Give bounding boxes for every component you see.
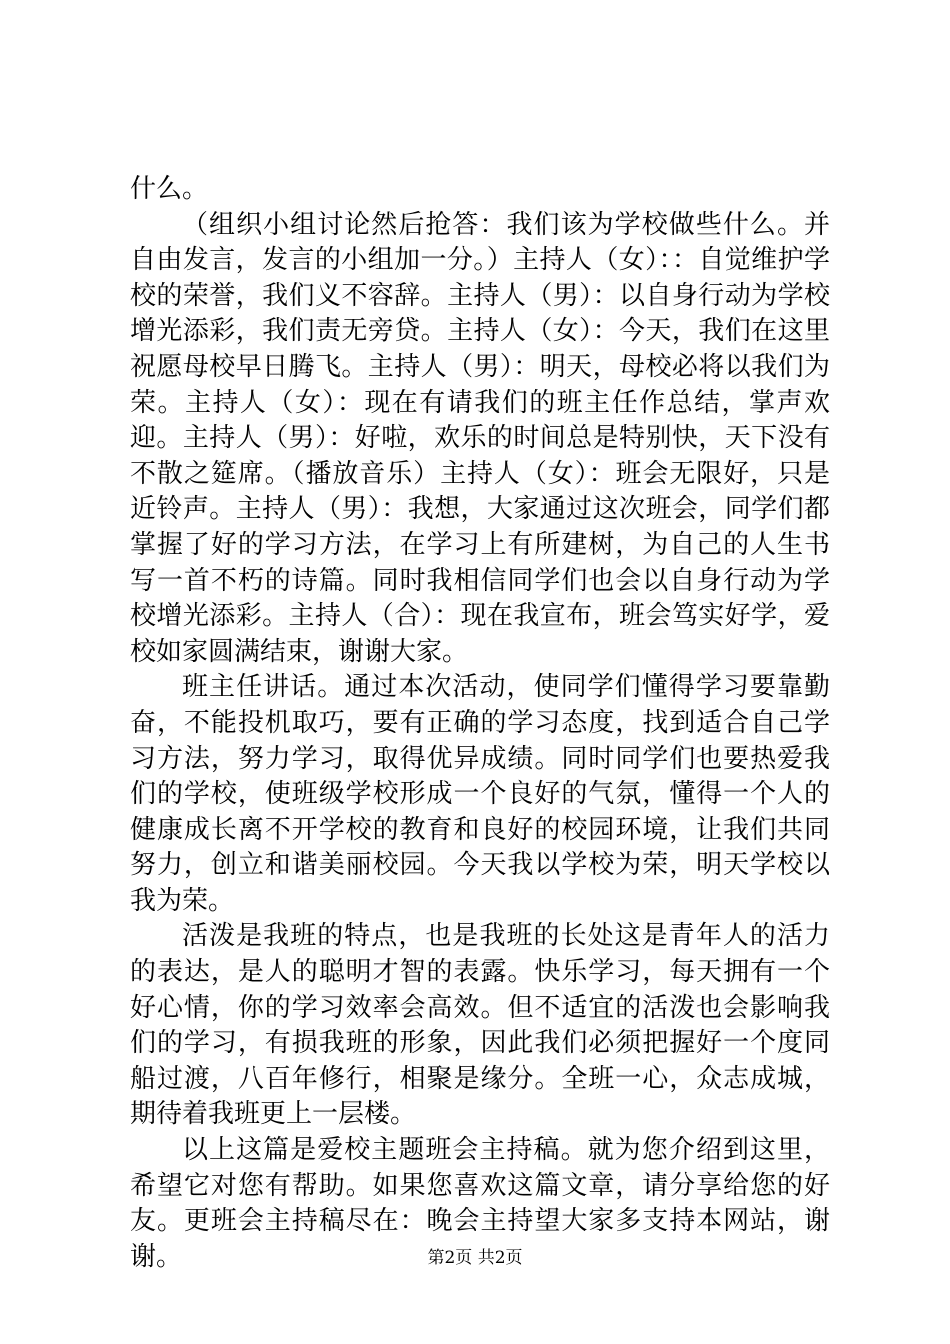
document-body — [130, 172, 830, 1275]
page-number-footer: 第2页 共2页 — [427, 1248, 523, 1268]
paragraph-closing-note: 以上这篇是爱校主题班会主持稿。就为您介绍到这里，希望它对您有帮助。如果您喜欢这篇文章，请分享给您的好友。更班会主持稿尽在：晚会主持望大家多支持本网站，谢谢。 — [130, 1135, 830, 1272]
paragraph-teacher-speech: 班主任讲话。通过本次活动，使同学们懂得学习要靠勤奋，不能投机取巧，要有正确的学习态度，找到适合自己学习方法，努力学习，取得优异成绩。同时同学们也要热爱我们的学校，使班级学校形成一个良好的气氛，懂得一个人的健康成长离不开学校的教育和良好的校园环境，让我们共同努力，创立和谐美丽校园。今天我以学校为荣，明天学校以我为荣。 — [130, 672, 830, 916]
paragraph-continuation: 什么。 — [130, 174, 209, 204]
paragraph-hosts-dialogue: （组织小组讨论然后抢答：我们该为学校做些什么。并自由发言，发言的小组加一分。）主持人（女）：：自觉维护学校的荣誉，我们义不容辞。主持人（男）：以自身行动为学校增光添彩，我们责无旁贷。主持人（女）：今天，我们在这里祝愿母校早日腾飞。主持人（男）：明天，母校必将以我们为荣。主持人（女）：现在有请我们的班主任作总结，掌声欢迎。主持人（男）：好啦，欢乐的时间总是特别快，天下没有不散之筵席。（播放音乐）主持人（女）：班会无限好，只是近铃声。主持人（男）：我想，大家通过这次班会，同学们都掌握了好的学习方法，在学习上有所建树，为自己的人生书写一首不朽的诗篇。同时我相信同学们也会以自身行动为学校增光添彩。主持人（合）：现在我宣布，班会笃实好学，爱校如家圆满结束，谢谢大家。 — [130, 209, 830, 667]
paragraph-class-character: 活泼是我班的特点，也是我班的长处这是青年人的活力的表达，是人的聪明才智的表露。快乐学习，每天拥有一个好心情，你的学习效率会高效。但不适宜的活泼也会影响我们的学习，有损我班的形象，因此我们必须把握好一个度同船过渡，八百年修行，相聚是缘分。全班一心，众志成城，期待着我班更上一层楼。 — [130, 921, 830, 1130]
